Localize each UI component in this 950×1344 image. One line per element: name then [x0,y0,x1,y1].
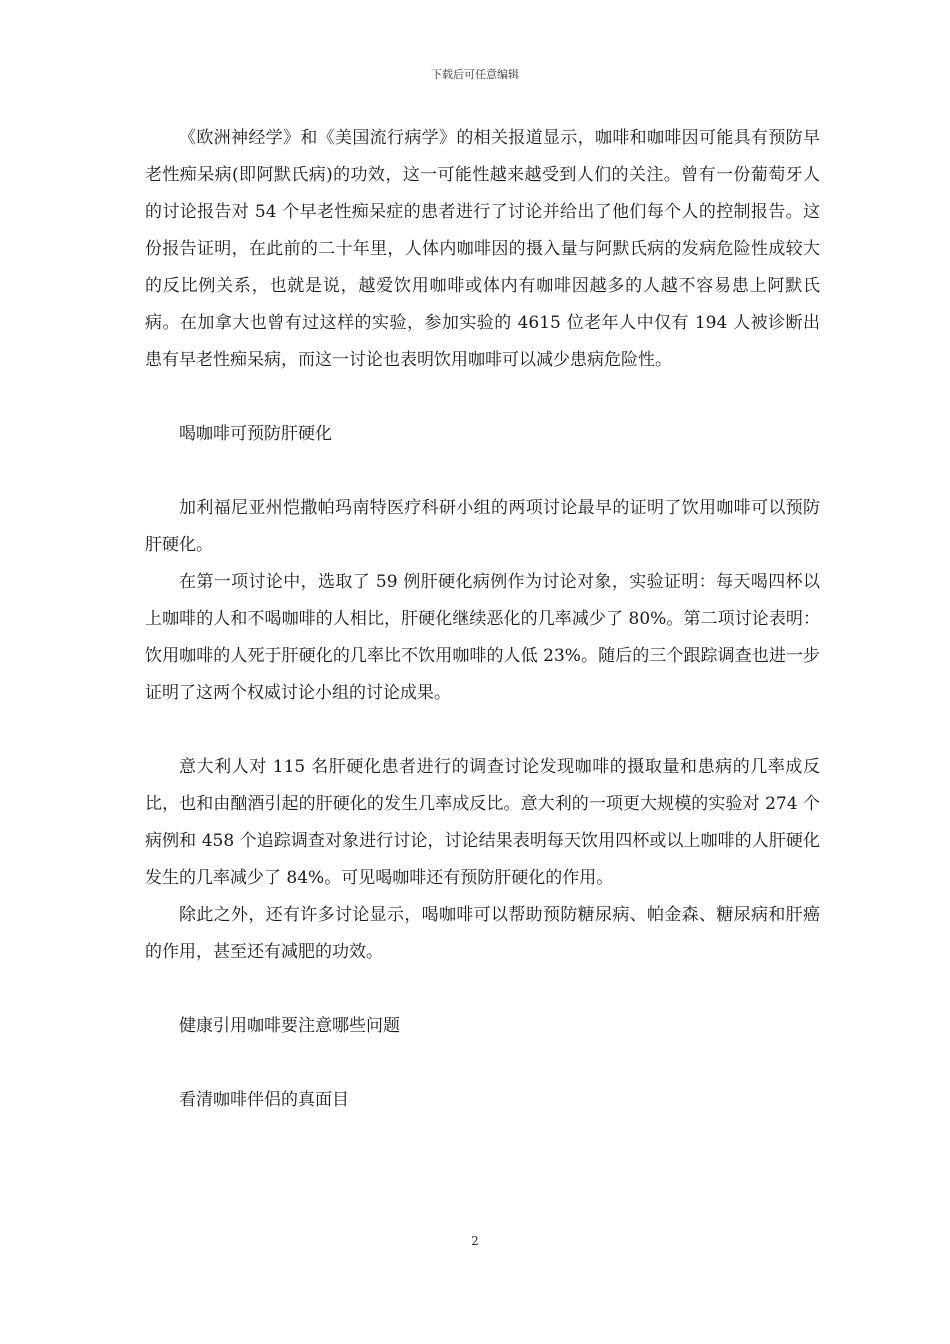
paragraph-alzheimers: 《欧洲神经学》和《美国流行病学》的相关报道显示，咖啡和咖啡因可能具有预防早老性痴呆病(即阿默氏病)的功效，这一可能性越来越受到人们的关注。曾有一份葡萄牙人的讨论报告对 54 个早老性痴呆症的患者进行了讨论并给出了他们每个人的控制报告。这份报告证明，在此前的二十年里，人体内咖啡因的摄入量与阿默氏病的发病危险性成较大的反比例关系，也就是说，越爱饮用咖啡或体内有咖啡因越多的人越不容易患上阿默氏病。在加拿大也曾有过这样的实验，参加实验的 4615 位老年人中仅有 194 人被诊断出患有早老性痴呆病，而这一讨论也表明饮用咖啡可以减少患病危险性。 [145,128,820,370]
paragraph-first-study: 在第一项讨论中，选取了 59 例肝硬化病例作为讨论对象，实验证明：每天喝四杯以上咖啡的人和不喝咖啡的人相比，肝硬化继续恶化的几率减少了 80%。第二项讨论表明：饮用咖啡的人死于肝硬化的几率比不饮用咖啡的人低 23%。随后的三个跟踪调查也进一步证明了这两个权威讨论小组的讨论成果。 [145,572,820,703]
paragraph-gap [145,453,820,490]
heading-liver-cirrhosis: 喝咖啡可预防肝硬化 [179,424,332,444]
page-number: 2 [471,1234,479,1248]
paragraph-gap [145,971,820,1008]
paragraph-gap [145,712,820,749]
heading-coffee-creamer: 看清咖啡伴侣的真面目 [179,1090,349,1110]
paragraph-other-benefits: 除此之外，还有许多讨论显示，喝咖啡可以帮助预防糖尿病、帕金森、糖尿病和肝癌的作用，甚至还有减肥的功效。 [145,905,820,962]
paragraph-gap [145,379,820,416]
paragraph-gap [145,1045,820,1082]
paragraph-italian-study: 意大利人对 115 名肝硬化患者进行的调查讨论发现咖啡的摄取量和患病的几率成反比，也和由酗酒引起的肝硬化的发生几率成反比。意大利的一项更大规模的实验对 274 个病例和 458 个追踪调查对象进行讨论，讨论结果表明每天饮用四杯或以上咖啡的人肝硬化发生的几率减少了 84%。可见喝咖啡还有预防肝硬化的作用。 [145,757,820,888]
page-header: 下载后可任意编辑 [431,68,519,81]
heading-healthy-coffee: 健康引用咖啡要注意哪些问题 [179,1016,400,1036]
document-body [145,120,820,1119]
paragraph-kaiser-study: 加利福尼亚州恺撒帕玛南特医疗科研小组的两项讨论最早的证明了饮用咖啡可以预防肝硬化。 [145,498,820,555]
